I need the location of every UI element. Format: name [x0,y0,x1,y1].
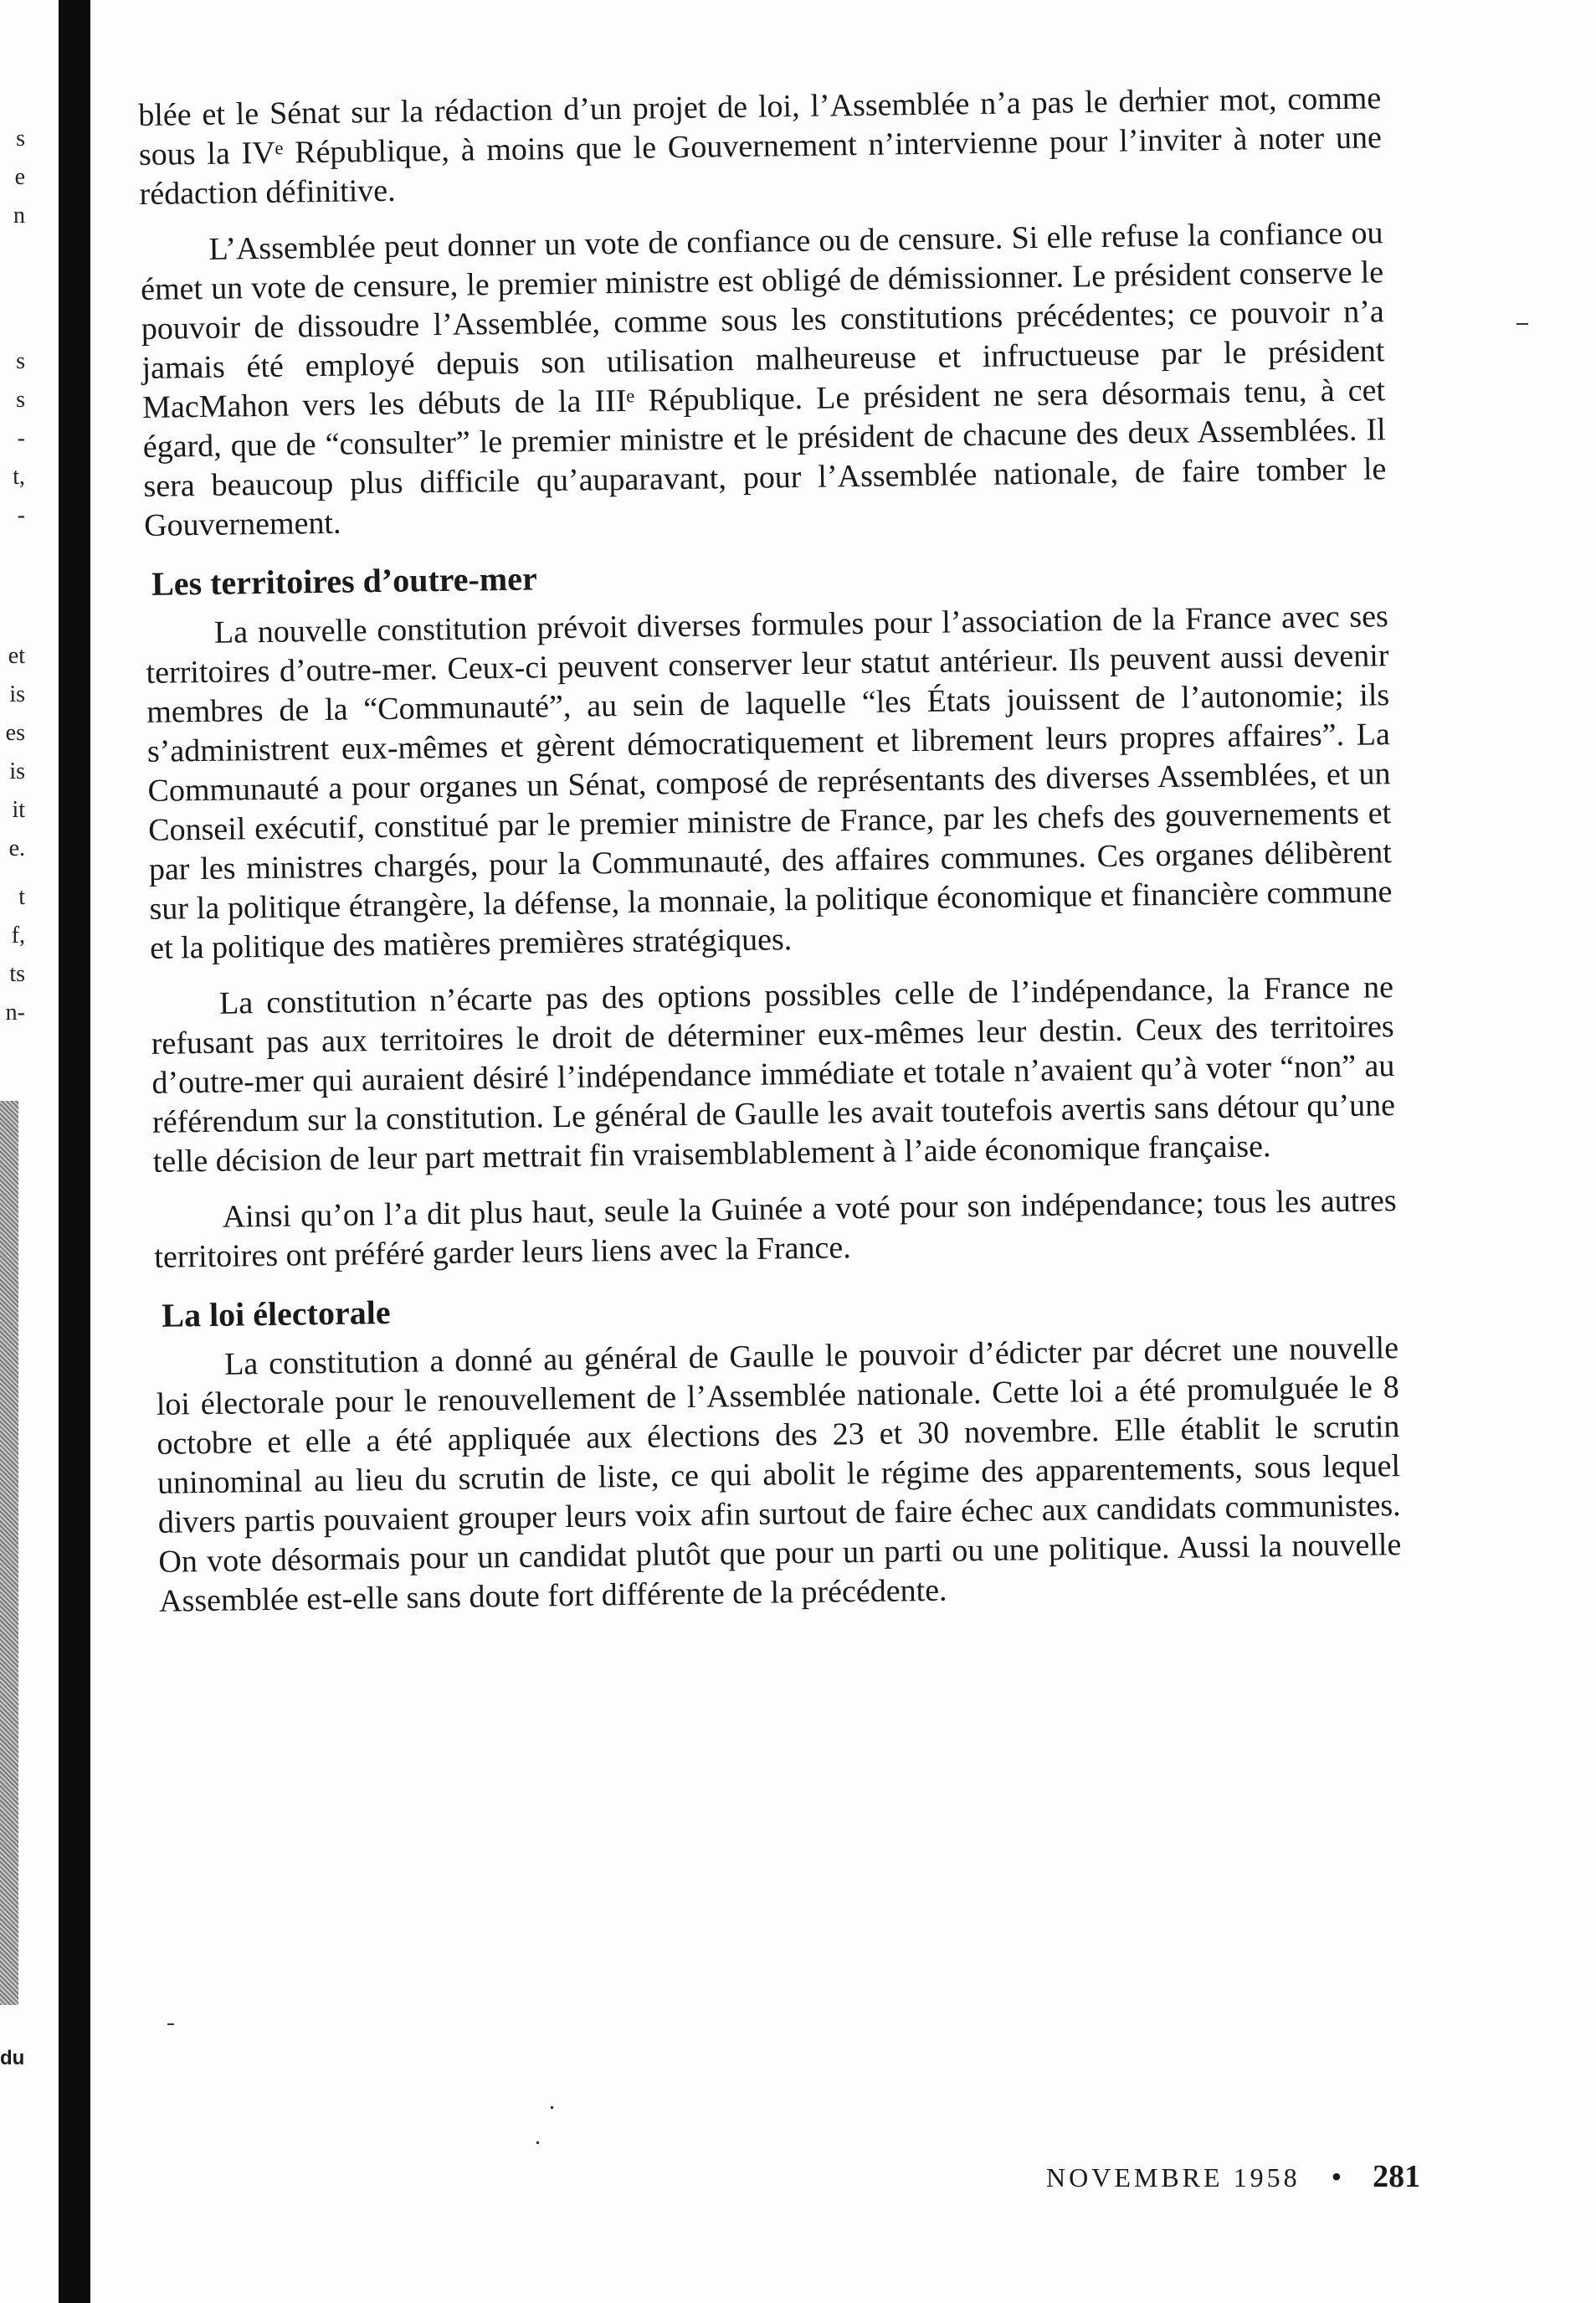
margin-fragment: e [14,164,25,190]
scan-speck [551,2106,553,2109]
margin-fragment: n [13,203,25,229]
paragraph-guinee: Ainsi qu’on l’a dit plus haut, seule la Guinée a voté pour son indépendance; tous les autres territoires ont préféré garder leurs liens avec la France. [154,1183,1397,1275]
margin-fragment: e. [8,835,25,861]
margin-fragment: f, [11,923,25,948]
adjacent-photo-edge [0,1101,18,2005]
book-gutter-shadow [59,0,90,2303]
scan-speck [1516,323,1528,325]
margin-fragment: n- [5,1000,25,1026]
adjacent-page-strip [0,0,59,2303]
margin-fragment: s [16,387,25,413]
margin-fragment: - [17,502,25,528]
paragraph-confiance: L’Assemblée peut donner un vote de confiance ou de censure. Si elle refuse la confiance ou émet un vote de censure, le premier ministre est obligé de démissionner. Le président conserve le pouvoir de dissoudre l’Assemblée, comme sous les constitutions précédentes; ce pouvoir n’a jamais été employé depuis son utilisation malheureuse et infructueuse par le président MacMahon vers les débuts de la IIIᵉ République. Le président ne sera désormais tenu, à cet égard, que de “consulter” le premier ministre et le président de chacune des deux Assemblées. Il sera beaucoup plus difficile qu’auparavant, pour l’Assemblée nationale, de faire tomber le Gouvernement. [140,215,1387,543]
margin-fragment: s [16,126,25,152]
margin-fragment: - [17,425,25,451]
margin-fragment: ts [9,961,25,987]
paragraph-continuation: blée et le Sénat sur la rédaction d’un projet de loi, l’Assemblée n’a pas le dernier mot, comme sous la IVᵉ République, à moins que le Gouvernement n’intervienne pour l’inviter à noter une rédaction définitive. [138,80,1383,212]
margin-fragment: t, [13,464,25,490]
page-footer [1046,2158,1420,2195]
margin-fragment: it [12,797,25,823]
scan-speck [167,2023,174,2025]
margin-fragment: s [16,348,25,374]
paragraph-communaute: La nouvelle constitution prévoit diverses formules pour l’association de la France avec ses territoires d’outre-mer. Ceux-ci peuvent conserver leur statut antérieur. Ils peuvent aussi devenir membres de la “Communauté”, au sein de laquelle “les États jouissent de l’autonomie; ils s’administrent eux-mêmes et gèrent démocratiquement et librement leurs propres affaires”. La Communauté a pour organes un Sénat, composé de représentants des diverses Assemblées, et un Conseil exécutif, constitué par le premier ministre de France, par les chefs des gouvernements et par les ministres chargés, pour la Communauté, des affaires communes. Ces organes délibèrent sur la politique étrangère, la défense, la monnaie, la politique économique et financière commune et la politique des matières premières stratégiques. [146,599,1393,966]
issue-date: NOVEMBRE 1958 [1046,2162,1301,2192]
margin-fragment: is [9,758,25,784]
margin-fragment: es [5,720,25,746]
section-loi-electorale [155,1278,1402,1622]
section-territoires [145,547,1398,1277]
margin-fragment: is [9,681,25,707]
section-heading: La loi électorale [162,1293,391,1334]
article-body [138,79,1403,1638]
margin-fragment: t [18,884,25,910]
paragraph-independance: La constitution n’écarte pas des options possibles celle de l’indépendance, la France ne refusant pas aux territoires le droit de déterminer eux-mêmes leur destin. Ceux des territoires d’outre-mer qui auraient désiré l’indépendance immédiate et totale n’avaient qu’à voter “non” au référendum sur la constitution. Le général de Gaulle les avait toutefois avertis sans détour qu’une telle décision de leur part mettrait fin vraisemblablement à l’aide économique française. [151,969,1396,1180]
section-heading: Les territoires d’outre-mer [151,559,537,603]
scan-speck [536,2141,539,2144]
footer-separator: • [1331,2160,1342,2193]
paragraph-loi-electorale: La constitution a donné au général de Gaulle le pouvoir d’édicter par décret une nouvelle loi électorale pour le renouvellement de l’Assemblée nationale. Cette loi a été promulguée le 8 octobre et elle a été appliquée aux élections des 23 et 30 novembre. Elle établit le scrutin uninominal au lieu du scrutin de liste, ce qui abolit le régime des apparentements, sous lequel divers partis pouvaient grouper leurs voix afin surtout de faire échec aux candidats communistes. On vote désormais pour un candidat plutôt que pour un parti ou une politique. Aussi la nouvelle Assemblée est-elle sans doute fort différente de la précédente. [156,1330,1402,1619]
margin-fragment: et [8,643,25,669]
page-number: 281 [1373,2159,1421,2194]
caption-fragment: du [0,2047,25,2069]
